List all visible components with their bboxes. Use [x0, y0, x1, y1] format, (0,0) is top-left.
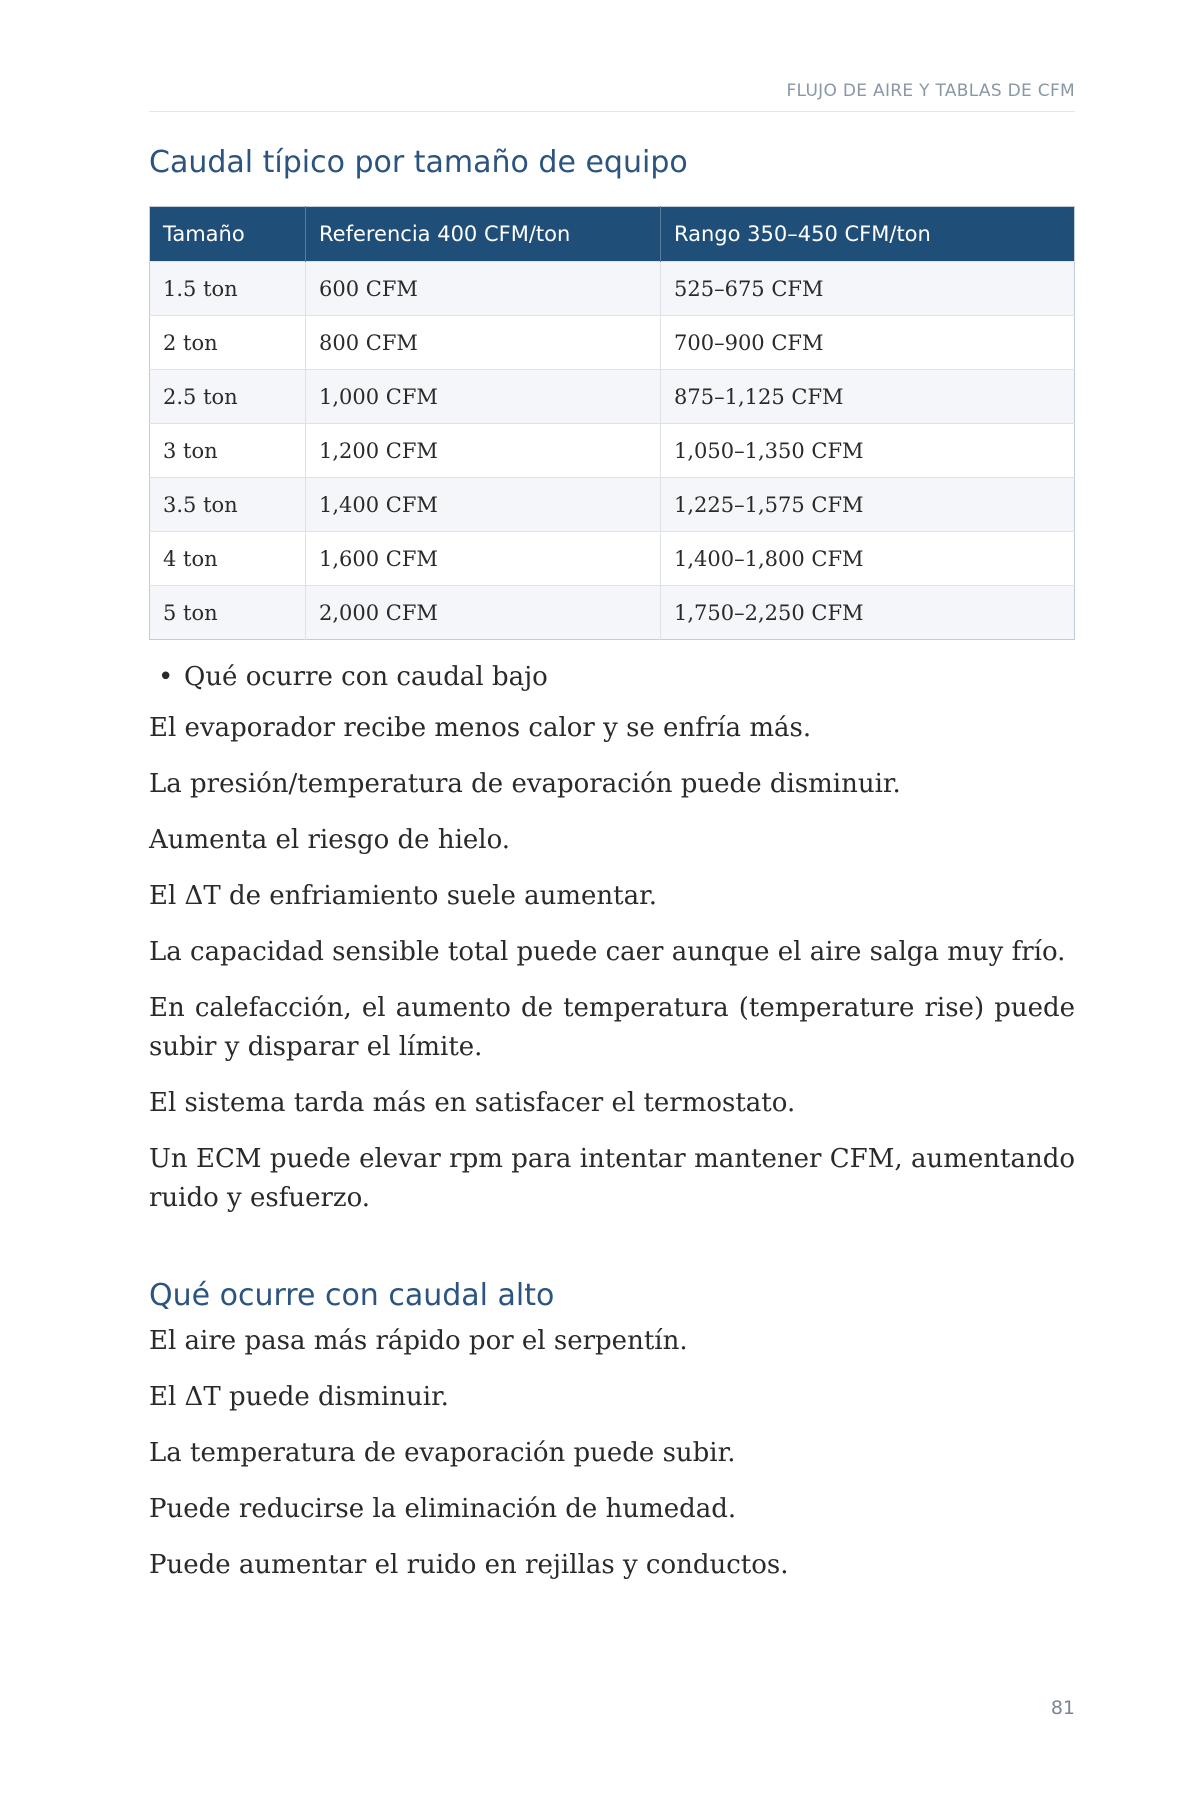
table-header-row — [150, 207, 1075, 262]
table-row — [150, 532, 1075, 586]
table-row — [150, 316, 1075, 370]
paragraph: La presión/temperatura de evaporación puede disminuir. — [149, 769, 901, 799]
header-size: Tamaño — [150, 207, 306, 262]
cell-size: 2.5 ton — [150, 370, 306, 424]
cell-range: 1,400–1,800 CFM — [661, 532, 1075, 586]
cell-reference: 1,600 CFM — [306, 532, 661, 586]
paragraph: La temperatura de evaporación puede subir. — [149, 1438, 736, 1468]
header-reference: Referencia 400 CFM/ton — [306, 207, 661, 262]
bullet-dot: • — [158, 662, 174, 692]
page-number: 81 — [1050, 1697, 1075, 1719]
high-flow-paragraphs — [149, 1322, 1075, 1602]
paragraph: El ΔT de enfriamiento suele aumentar. — [149, 881, 657, 911]
cell-size: 3 ton — [150, 424, 306, 478]
table-row — [150, 586, 1075, 640]
paragraph: El sistema tarda más en satisfacer el termostato. — [149, 1088, 796, 1118]
cell-range: 1,225–1,575 CFM — [661, 478, 1075, 532]
table-row — [150, 424, 1075, 478]
paragraph: El ΔT puede disminuir. — [149, 1382, 449, 1412]
cell-reference: 1,400 CFM — [306, 478, 661, 532]
cell-size: 1.5 ton — [150, 262, 306, 316]
section-title-typical-flow: Caudal típico por tamaño de equipo — [149, 145, 688, 180]
paragraph: Puede aumentar el ruido en rejillas y conductos. — [149, 1550, 789, 1580]
bullet-low-flow-text: Qué ocurre con caudal bajo — [184, 662, 548, 692]
cell-size: 4 ton — [150, 532, 306, 586]
cell-size: 2 ton — [150, 316, 306, 370]
cell-range: 1,050–1,350 CFM — [661, 424, 1075, 478]
cfm-by-size-table — [149, 206, 1075, 640]
table-row — [150, 262, 1075, 316]
low-flow-paragraphs — [149, 709, 1075, 1235]
cell-reference: 800 CFM — [306, 316, 661, 370]
book-page — [149, 0, 1075, 1800]
cell-range: 700–900 CFM — [661, 316, 1075, 370]
cell-size: 3.5 ton — [150, 478, 306, 532]
cell-size: 5 ton — [150, 586, 306, 640]
cell-range: 1,750–2,250 CFM — [661, 586, 1075, 640]
cell-reference: 1,200 CFM — [306, 424, 661, 478]
paragraph: La capacidad sensible total puede caer aunque el aire salga muy frío. — [149, 937, 1066, 967]
cell-range: 875–1,125 CFM — [661, 370, 1075, 424]
section-title-high-flow: Qué ocurre con caudal alto — [149, 1278, 555, 1313]
cell-reference: 600 CFM — [306, 262, 661, 316]
table-row — [150, 370, 1075, 424]
table-row — [150, 478, 1075, 532]
header-range: Rango 350–450 CFM/ton — [661, 207, 1075, 262]
cell-range: 525–675 CFM — [661, 262, 1075, 316]
paragraph: Un ECM puede elevar rpm para intentar mantener CFM, aumentando ruido y esfuerzo. — [149, 1144, 1075, 1213]
paragraph: El evaporador recibe menos calor y se enfría más. — [149, 713, 812, 743]
paragraph: Aumenta el riesgo de hielo. — [149, 825, 511, 855]
paragraph: El aire pasa más rápido por el serpentín. — [149, 1326, 688, 1356]
bullet-low-flow — [158, 662, 548, 692]
header-divider — [149, 111, 1075, 112]
paragraph: Puede reducirse la eliminación de humedad. — [149, 1494, 737, 1524]
paragraph: En calefacción, el aumento de temperatura (temperature rise) puede subir y disparar el límite. — [149, 993, 1075, 1062]
cell-reference: 2,000 CFM — [306, 586, 661, 640]
cell-reference: 1,000 CFM — [306, 370, 661, 424]
running-head: FLUJO DE AIRE Y TABLAS DE CFM — [786, 81, 1075, 101]
